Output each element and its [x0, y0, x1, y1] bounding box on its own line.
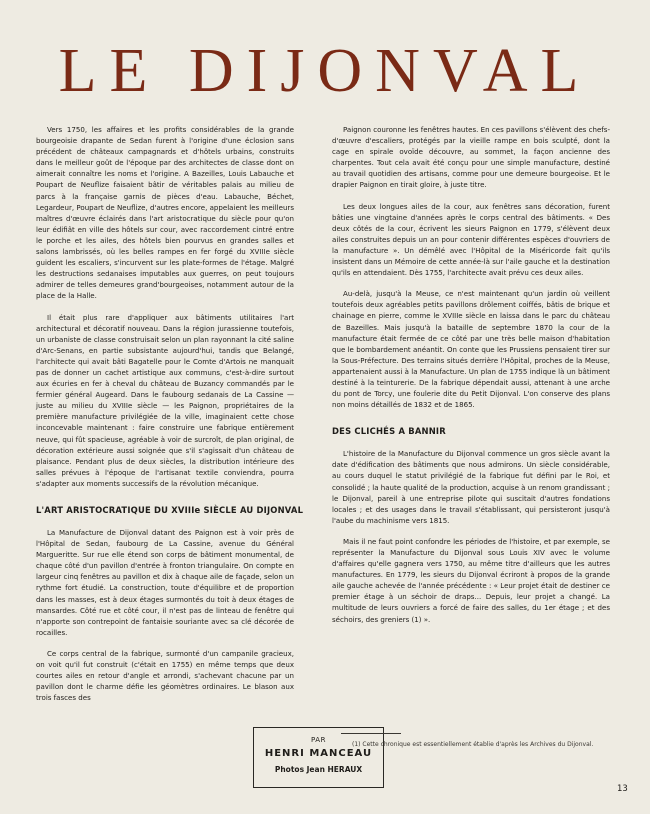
paragraph: Il était plus rare d'appliquer aux bâtiments utilitaires l'art architectural et décoratif nouveau. Dans la région jurassienne toutefois, un urbaniste de classe construisait selon un plan rayonnant la cité saline d'Arc-Senans, en partie subsistante aujourd'hui, tandis que Belangé, l'architecte qui avait bâti Bagatelle pour le Comte d'Artois ne manquait pas de donner un cachet artistique aux communs, c'est-à-dire surtout aux écuries en fer à cheval du château de Buzancy commandés par le fermier général Augeard. Dans le faubourg sedanais de La Cassine — juste au milieu du XVIIIe siècle — les Paignon, propriétaires de la première manufacture privilégiée de la ville, imaginaient cette chose inconcevable maintenant : faire construire une fabrique entièrement neuve, qui fût spacieuse, agréable à voir de surcroît, de plan original, de décoration extérieure aussi soignée que s'il s'agissait d'un château de plaisance. Pendant plus de deux siècles, la distribution intérieure des salles prévues à l'époque de l'artisanat textile conviendra, pourra s'adapter aux moments successifs de la révolution mécanique. [36, 312, 294, 488]
paragraph: La Manufacture de Dijonval datant des Paignon est à voir près de l'Hôpital de Sedan, faubourg de La Cassine, avenue du Général Margueritte. Sur rue elle étend son corps de bâtiment monumental, de chaque côté d'un pavillon d'entrée à fronton triangulaire. On compte en largeur cinq fenêtres au pavillon et dix à chaque aile de façade, selon un rythme fort étudié. La construction, toute d'équilibre et de proportion dans les masses, est à deux étages surmontés du toit à deux étages de mansardes. Côté rue et côté cour, il n'est pas de linteau de fenêtre qui n'apporte son contrepoint de fantaisie souriante avec sa clé décorée de rocailles. [36, 528, 294, 637]
section-heading: DES CLICHÉS A BANNIR [332, 426, 446, 437]
paragraph: Vers 1750, les affaires et les profits considérables de la grande bourgeoisie drapante de Sedan furent à l'origine d'une éclosion sans précédent de châteaux campagnards et d'hôtels urbains, construits dans le meilleur goût de l'époque par des architectes de classe dont on aimerait connaître les noms et l'origine. A Bazeilles, Louis Labauche et Poupart de Neuflize faisaient bâtir de véritables palais au milieu de parcs à la française garnis de pièces d'eau. Labauche, Béchet, Legardeur, Poupart de Neuflize, d'autres encore, appelaient les meilleurs maîtres d'œuvre éclairés dans l'art aristocratique du siècle pour qu'on leur édifiât en ville des hôtels sur cour, avec raccordement cintré entre le porche et les ailes, des hôtels bien pourvus en grandes salles et salons lambrissés, où les belles rampes en fer forgé du XVIIIe siècle guident les escaliers, s'incurvent sur les plate-formes de l'étage. Malgré les destructions sedanaises imputables aux guerres, on peut toujours admirer de telles demeures grand'bourgeoises, notamment autour de la place de la Halle. [36, 125, 294, 301]
paragraph: Ce corps central de la fabrique, surmonté d'un campanile gracieux, on voit qu'il fut construit (c'était en 1755) en même temps que deux courtes ailes en retour d'angle et arrondi, s'achevant chacune par un pavillon dont le charme défie les géomètres ordinaires. Le blason aux trois fasces des [36, 648, 294, 703]
paragraph: Paignon couronne les fenêtres hautes. En ces pavillons s'élèvent des chefs-d'œuvre d'escaliers, protégés par la vieille rampe en bois sculpté, dont la cage en spirale ovoïde découvre, au sommet, la façon ancienne des charpentes. Tout cela avait été conçu pour une simple manufacture, destiné au travail quotidien des artisans, comme pour une demeure bourgeoise. Et le drapier Paignon en tirait gloire, à juste titre. [332, 125, 610, 190]
paragraph: Au-delà, jusqu'à la Meuse, ce n'est maintenant qu'un jardin où veillent toutefois deux agréables petits pavillons drôlement coiffés, bâtis de brique et chainage en pierre, comme le XVIIIe siècle en laissa dans le parc du château de Bazeilles. Mais jusqu'à la bataille de septembre 1870 la cour de la manufacture était fermée de ce côté par une très belle maison d'habitation que le bombardement anéantit. On conte que les Prussiens pensaient tirer sur la Sous-Préfecture. Des terrains situés derrière l'Hôpital, proches de la Meuse, appartenaient aussi à la Manufacture. Un plan de 1755 indique là un bâtiment destiné à la teinturerie. De la fabrique dépendait aussi, attenant à une arche du pont de Torcy, une foulerie dite du Petit Dijonval. L'on conserve des plans non moins détaillés de 1832 et de 1865. [332, 289, 610, 410]
paragraph: Mais il ne faut point confondre les périodes de l'histoire, et par exemple, se représenter la Manufacture du Dijonval sous Louis XIV avec le volume d'affaires qu'elle gagnera vers 1750, au même titre d'ailleurs que les autres manufactures. En 1779, les sieurs du Dijonval écriront à propos de la grande aile gauche achevée de l'année précédente : « Leur projet était de destiner ce premier étage à un séchoir de draps... Depuis, leur projet a changé. La multitude de leurs ouvriers a forcé de faire des salles, du 1er étage ; et des séchoirs, des greniers (1) ». [332, 536, 610, 624]
author-name: HENRI MANCEAU [264, 748, 373, 759]
photo-credit: Photos Jean HERAUX [274, 765, 363, 774]
article-title: LE DIJONVAL [58, 37, 592, 105]
right-column [332, 124, 610, 635]
credit-par: PAR [311, 736, 326, 744]
left-column [36, 124, 304, 713]
footnote: (1) Cette chronique est essentiellement établie d'après les Archives du Dijonval. [352, 741, 594, 748]
paragraph: Les deux longues ailes de la cour, aux fenêtres sans décoration, furent bâties une vingtaine d'années après le corps central des bâtiments. « Des deux côtés de la cour, écrivent les sieurs Paignon en 1779, s'élèvent deux ailes construites depuis un an pour contenir différentes espèces d'ouvriers de la manufacture ». Un démêlé avec l'Hôpital de la Miséricorde fait qu'ils insistent dans un Mémoire de cette année-là sur l'aile gauche et la destination qu'ils en attendaient. Dès 1755, l'architecte avait prévu ces deux ailes. [332, 201, 610, 278]
paragraph: L'histoire de la Manufacture du Dijonval commence un gros siècle avant la date d'édification des bâtiments que nous admirons. Un siècle considérable, au cours duquel le statut privilégié de la fabrique fut défini par le Roi, et consolidé ; la haute qualité de la production, acquise à un renom grandissant ; le Dijonval, pareil à une entreprise pilote qui suscitait d'autres fondations locales ; et des usages dans le travail s'établissant, qui persisteront jusqu'à l'aube du machinisme vers 1815. [332, 449, 610, 525]
page-number: 13 [617, 784, 628, 794]
author-credit-box [253, 727, 384, 788]
footnote-divider [341, 733, 401, 734]
section-heading: L'ART ARISTOCRATIQUE DU XVIIIe SIÈCLE AU DIJONVAL [36, 505, 304, 515]
